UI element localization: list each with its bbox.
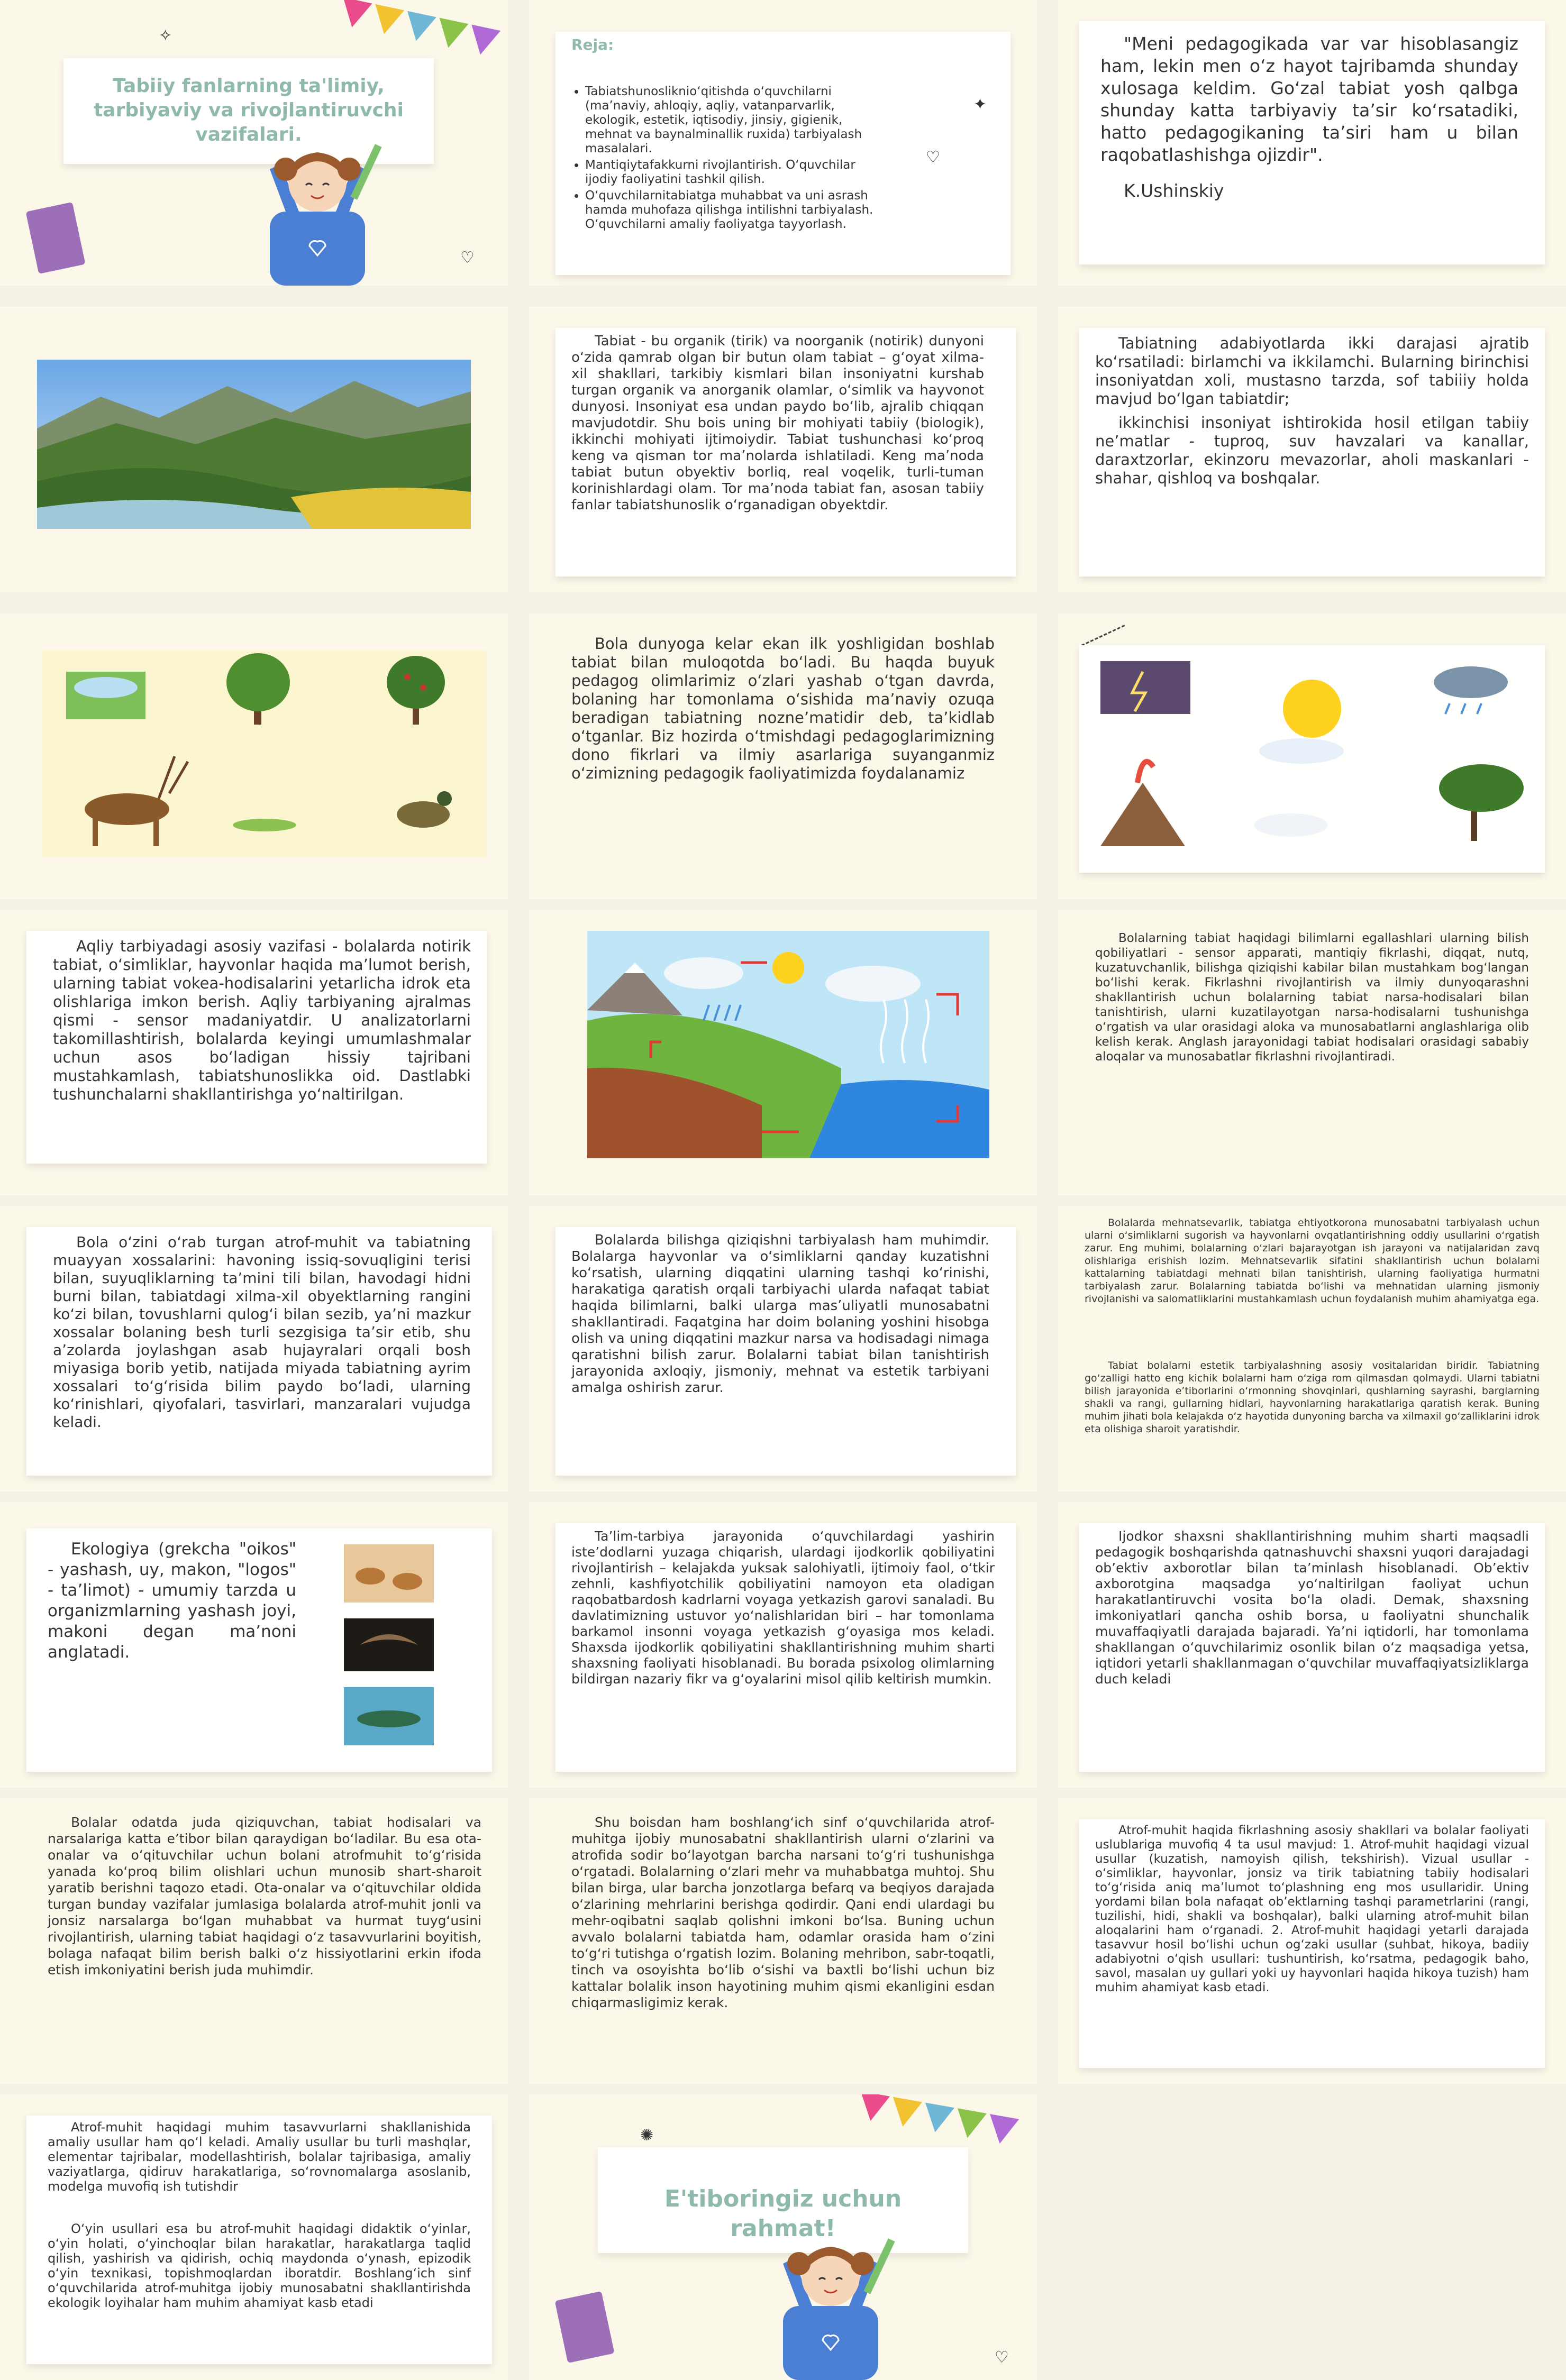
- slide-title: [0, 0, 508, 286]
- dashed-line-decoration: [1081, 625, 1125, 646]
- slide-qiziqish: [529, 1206, 1037, 1491]
- darajalar-card: [1079, 328, 1545, 576]
- mehnat-text-1: Bolalarda mehnatsevarlik, tabiatga ehtiyotkorona munosabatni tarbiyalash uchun ularni o‘simliklarni sugorish va hayvonlarni ovqatlantirishning oddiy usullarini o‘rgatish zarur. Eng muhimi, bolalarning o‘zlari bajarayotgan ish jarayoni va natijalaridan zavq olishlariga erishish lozim. Mehnatsevarlik sifatini shakllantirish uchun bolalarni kattalarning tabiatdagi mehnati bilan tanishtirish, ularning faoliyatiga hurmatni tarbiyalash zarur. Bolalarning tabiatda bo‘lishi va mehnatidan ularning jismoniy rivojlanishi va salomatliklarini mustahkamlash uchun foydalanish muhim ahamiyatga ega.: [1085, 1217, 1540, 1305]
- girl-illustration: [249, 132, 386, 286]
- slide-title-text: Tabiiy fanlarning ta'limiy, tarbiyaviy va rivojlantiruvchi vazifalari.: [94, 75, 404, 145]
- girl-illustration: [762, 2227, 899, 2380]
- ijodkor-card: [1079, 1523, 1545, 1772]
- ekologiya-text: Ekologiya (grekcha "oikos" - yashash, uy, makon, "logos" - ta’limot) - umumiy tarzda u organizmlarning yashash joyi, makoni degan ma’noni anglatadi.: [48, 1540, 296, 1662]
- qiziqish-text: Bolalarda bilishga qiziqishni tarbiyalash ham muhimdir. Bolalarga hayvonlar va o‘simliklarni qanday kuzatishni ko‘rsatish, ularning diqqatini ularning tashqi ko‘rinishi, harakatiga qaratish orqali tarbiyachi ularda nafaqat tabiat haqida bilimlarni, balki ularga mas’uliyatli munosabatni shakllantiradi. Faqatgina har doim bolaning yoshini hisobga olish va uning diqqatini mazkur narsa va hodisadagi nimaga qaratishni bilish zarur. Bolalarni tabiat bilan tanishtirish jarayonida axloqiy, jismoniy, mehnat va estetik tarbiyani amalga oshirish zarur.: [571, 1232, 989, 1396]
- landscape-photo: [37, 360, 471, 529]
- bilish-text: Bolalarning tabiat haqidagi bilimlarni egallashlari ularning bilish qobiliyatlari - sensor apparati, mantiqiy fikrlashi, diqqat, nutq, kuzatuvchanlik, bilishga qiziqishi kabilar bilan mustahkam bog‘langan bo‘lishi kerak. Fikrlashni rivojlantirish va ilmiy dunyoqarashni shakllantirish uchun bolalarning tabiat narsa-hodisalari bilan tanishtirish, ularni kuzatilayotgan narsa-hodisalarni tushunishga o‘rgatish va ular orasidagi aloka va munosabatlarni anglashlariga olib kelish kerak. Anglash jarayonidagi tabiat hodisalari orasidagi sababiy aloqalar va munosabatlar fikrlashni rivojlantiradi.: [1095, 931, 1529, 1064]
- sparkle-icon: ✦: [973, 95, 987, 114]
- quote-author: K.Ushinskiy: [1124, 180, 1224, 201]
- ekologiya-photos: [344, 1544, 434, 1751]
- qiziquvchan-text: Bolalar odatda juda qiziquvchan, tabiat hodisalari va narsalariga katta e’tibor bilan qaraydigan bo‘ladilar. Bu esa ota-onalar va o‘qituvchilar uchun bolani atrofmuhit to‘g‘risida yanada ko‘proq bilim olishlari uchun munosib shart-sharoit yaratib berishni taqozo etadi. Ota-onalar va o‘qituvchilar oldida turgan bunday vazifalar jumlasiga bolalarda atrof-muhit jonli va jonsiz narsalarga bo‘lgan muhabbat va hurmat tuyg‘usini rivojlantirish, ularning tabiat haqidagi o‘z tasavvurlarini boyitish, bolaga nafaqat bilim berish balki o‘z hissiyotlarini erkin ifoda etish imkoniyatini berish juda muhimdir.: [48, 1815, 481, 1978]
- slide-reja: [529, 0, 1037, 286]
- slide-bola-tabiat: [529, 614, 1037, 899]
- book-icon: [555, 2291, 615, 2363]
- ekologiya-card: [26, 1528, 492, 1772]
- ijodkor-text: Ijodkor shaxsni shakllantirishning muhim sharti maqsadli pedagogik boshqarishda qatnashuvchi shaxsni yuqori darajadagi ob’ektiv axborotlar bilan ta’minlash hisoblanadi. Ob’ektiv axborotgina maqsadga yo‘naltirilgan faoliyat uchun harakatlantiruvchi vosita bo‘la oladi. Demak, shaxsning imkoniyatlari qancha oshib borsa, u faoliyatni shunchalik muvaffaqiyatli darajada bajaradi. Ya’ni iqtidorli, har tomonlama shakllangan o‘quvchilarimiz osonlik bilan o‘z maqsadiga yetsa, iqtidori yetarli shakllanmagan o‘quvchilar muvaffaqiyatsizliklarga duch keladi: [1095, 1528, 1529, 1687]
- water-cycle-diagram: [587, 931, 989, 1158]
- nature-illustration-panel: [42, 651, 487, 857]
- heart-icon: ♡: [460, 249, 475, 267]
- bunting-decoration: [856, 2094, 1019, 2146]
- slide-weather: [1058, 614, 1566, 899]
- aqliy-text: Aqliy tarbiyadagi asosiy vazifasi - bolalarda notirik tabiat, o‘simliklar, hayvonlar haqida ma’lumot berish, ularning tabiat vokea-hodisalarini yetarlicha idrok eta olishlariga imkon berish. Aqliy tarbiyaning ajralmas qismi - sensor madaniyatdir. U analizatorlarni takomillashtirish, bolalarda keyingi umumlashmalar uchun asos bo‘ladigan hissiy tajribani mustahkamlash, tabiatshunoslikka oid. Dastlabki tushunchalarni shakllantirishga yo‘naltirilgan.: [53, 937, 471, 1103]
- quote-card: [1079, 21, 1545, 264]
- reja-list: [571, 85, 881, 234]
- darajalar-text-2: ikkinchisi insoniyat ishtirokida hosil etilgan tabiiy ne’matlar - tuproq, suv havzalari va kanallar, daraxtzorlar, ekinzoru mevazorlar, aholi maskanlari - shahar, qishloq va boshqalar.: [1095, 414, 1529, 487]
- sezgi-card: [26, 1227, 492, 1476]
- slide-usullar: [1058, 1798, 1566, 2084]
- reja-item: • O‘quvchilarnitabiatga muhabbat va uni asrash hamda muhofaza qilishga intilishni tarbiyalash. O‘quvchilarni amaliy faoliyatga tayyorlash.: [585, 189, 881, 232]
- tabiat-text: Tabiat - bu organik (tirik) va noorganik (notirik) dunyoni o‘zida qamrab olgan bir butun olam tabiat – g‘oyat xilma-xil shakllari, tarkibiy kismlari bilan insoniyatni kurshab turgan organik va anorganik olamlar, o‘simlik va hayvonot dunyosi. Insoniyat esa undan paydo bo‘lib, ajralib chiqqan mavjudotdir. Shu bois uning bir mohiyati tabiiy (biologik), ikkinchi mohiyati ijtimoiydir. Tabiat tushunchasi ko‘proq keng va qisman tor ma’nolarda ishlatiladi. Keng ma’noda tabiat butun obyektiv borliq, real voqelik, turli-tuman korinishlardagi olam. Tor ma’noda tabiat fan, asosan tabiiy fanlar tabiatshunoslik o‘rganadigan obyektdir.: [571, 333, 984, 513]
- book-icon: [26, 202, 86, 274]
- reja-heading: Reja:: [571, 36, 614, 53]
- slide-amaliy: [0, 2094, 508, 2380]
- usullar-card: [1079, 1819, 1545, 2068]
- usullar-text: Atrof-muhit haqida fikrlashning asosiy shakllari va bolalar faoliyati uslublariga muvofiq 4 ta usul mavjud: 1. Atrof-muhit haqidagi vizual usullar (kuzatish, namoyish qilish, tekshirish). Vizual usullar - o‘simliklar, hayvonlar, jonsiz va tirik tabiatning tabiiy hodisalari to‘g‘risida aniq ma’lumot to‘plashning eng mos usullaridir. Uning yordami bilan bola nafaqat ob’ektlarning tashqi parametrlarini (rangi, tuzilishi, hidi, shakli va boshqalar), balki ularning atrof-muhit bilan aloqalarini ham o‘rganadi. 2. Atrof-muhit haqidagi yetarli darajada tasavvur hosil bo‘lishi uchun og‘zaki usullar (suhbat, hikoya, badiiy adabiyotni o‘qish usullari: tushuntirish, ko‘rsatma, pedagogik baho, savol, masalan uy gullari yoki uy hayvonlari haqida hikoya tuzish) ham muhim ahamiyat kasb etadi.: [1095, 1824, 1529, 1994]
- heart-icon: ♡: [995, 2348, 1009, 2367]
- sparkle-icon: ✧: [159, 26, 172, 45]
- slide-ijodkor: [1058, 1502, 1566, 1788]
- slide-bilish: [1058, 910, 1566, 1195]
- slide-thanks: [529, 2094, 1037, 2380]
- bola-tabiat-text: Bola dunyoga kelar ekan ilk yoshligidan boshlab tabiat bilan muloqotda bo‘ladi. Bu haqda buyuk pedagog olimlarimiz o‘zlari yashab o‘tgan davrda, bolaning har tomonlama o‘sishida ma’naviy ozuqa beradigan tabiatning nozne’matidir deb, ta’kidlab o‘tganlar. Biz hozirda o‘tmishdagi pedagoglarimizning dono fikrlari va ilmiy asarlariga suyanganmiz o‘zimizning pedagogik faoliyatimizda foydalanamiz: [571, 635, 995, 782]
- iste-dod-text: Ta’lim-tarbiya jarayonida o‘quvchilardagi yashirin iste’dodlarni yuzaga chiqarish, ulardagi ijodkorlik qobiliyatini rivojlantirish – kelajakda yuksak salohiyatli, ijtimoiy faol, o‘tkir zehnli, kashfiyotchilik qobiliyatini namoyon eta oladigan raqobatbardosh kadrlarni voyaga yetkazish garovi sanaladi. Bu davlatimizning ustuvor yo‘nalishlaridan biri – har tomonlama barkamol insonni voyaga yetkazish g‘oyasiga mos keladi. Shaxsda ijodkorlik qobiliyatini shakllantirishning muhim sharti shaxsning faoliyati hisoblanadi. Bu borada psixolog olimlarning bildirgan nazariy fikr va g‘oyalarini misol qilib keltirish mumkin.: [571, 1528, 995, 1687]
- slide-darajalar: [1058, 307, 1566, 592]
- qiziqish-card: [556, 1227, 1016, 1476]
- amaliy-text-2: O‘yin usullari esa bu atrof-muhit haqidagi didaktik o‘yinlar, o‘yin holati, o‘yinchoqlar bilan harakatlar, harakatlarga taqlid qilish, yashirish va qidirish, ochiq maydonda o‘ynash, epizodik o‘yin texnikasi, topishmoqlardan iboratdir. Boshlang‘ich sinf o‘quvchilarida atrof-muhitga ijobiy munosabatni shakllantirishda ekologik loyihalar ham muhim ahamiyat kasb etadi: [48, 2221, 471, 2310]
- mehnat-text-2: Tabiat bolalarni estetik tarbiyalashning asosiy vositalaridan biridir. Tabiatning go‘zalligi hatto eng kichik bolalarni ham o‘ziga rom qilmasdan qolmaydi. Ularni tabiatni bilish jarayonida e’tiborlarini o‘rmonning shovqinlari, qushlarning sayrashi, barglarning shakli va rangi, gullarning hidlari, hayvonlarning harakatlariga qaratish kerak. Buning muhim jihati bola kelajakda o‘z hayotida dunyoning barcha va xilmaxil go‘zalliklarini idrok eta olishiga sharoit yaratishdir.: [1085, 1360, 1540, 1435]
- reja-item: • Mantiqiytafakkurni rivojlantirish. O‘quvchilar ijodiy faoliyatini tashkil qilish.: [585, 158, 881, 187]
- slide-nature-illustrations: [0, 614, 508, 899]
- munosabat-text: Shu boisdan ham boshlang‘ich sinf o‘quvchilarida atrof-muhitga ijobiy munosabatni shakllantirish ularni o‘zlarini va atrofida sodir bo‘layotgan barcha narsani to‘g‘ri tushunishga o‘rgatadi. Bolalarning o‘zlari mehr va muhabbatga muhtoj. Shu bilan birga, ular barcha jonzotlarga befarq va beqiyos darajada o‘zlarining mehrlarini berishga qodirdir. Qani endi ulardagi bu mehr-oqibatni saqlab qolishni imkoni bo‘lsa. Buning uchun avvalo bolalarni tabiatda ham, odamlar orasida ham o‘zini to‘g‘ri tutishga o‘rgatish lozim. Bolaning mehribon, sabr-toqatli, tinch va osoyishta bo‘lib o‘sishi va baxtli bo‘lishi uchun biz kattalar bolalik inson hayotining muhim qismi ekanligini esdan chiqarmasligimiz kerak.: [571, 1815, 995, 2010]
- darajalar-text-1: Tabiatning adabiyotlarda ikki darajasi ajratib ko‘rsatiladi: birlamchi va ikkilamchi. Bularning birinchisi insoniyatdan xoli, mustasno tarzda, sof tabiiiy holda mavjud bo‘lgan tabiatdir;: [1095, 334, 1529, 408]
- slide-iste-dod: [529, 1502, 1037, 1788]
- slide-tabiat: [529, 307, 1037, 592]
- sezgi-text: Bola o‘zini o‘rab turgan atrof-muhit va tabiatning muayyan xossalarini: havoning issiq-sovuqligini terisi bilan, suyuqliklarning ta’mini tili bilan, havodagi hidni burni bilan, tabiatdagi xilma-xil obyektlarning rangini ko‘zi bilan, tovushlarni qulog‘i bilan sezib, ya’ni mazkur xossalar bolaning besh turli sezgisiga ta’sir etib, shu a’zolarda joylashgan asab hujayralari orqali bosh miyasiga borib yetib, natijada miyada tabiatning ayrim xossalari to‘g‘risida bilim paydo bo‘ladi, ularning ko‘rinishlari, qiyofalari, tasvirlari, manzaralari vujudga keladi.: [53, 1233, 471, 1431]
- bunting-decoration: [338, 0, 500, 58]
- thanks-title: E'tiboringiz uchun rahmat!: [664, 2185, 902, 2242]
- aqliy-card: [26, 931, 487, 1164]
- heart-icon: ♡: [926, 148, 940, 167]
- tabiat-card: [556, 328, 1016, 576]
- reja-item: • Tabiatshunosliknio‘qitishda o‘quvchilarni (ma’naviy, ahloqiy, aqliy, vatanparvarlik, ekologik, estetik, iqtisodiy, jinsiy, gigienik, mehnat va baynalminallik ruxida) tarbiyalash masalalari.: [585, 85, 881, 156]
- slide-mehnat: [1058, 1206, 1566, 1491]
- iste-dod-card: [556, 1523, 1016, 1772]
- slide-aqliy: [0, 910, 508, 1195]
- slide-qiziquvchan: [0, 1798, 508, 2084]
- reja-card: [556, 32, 1010, 275]
- weather-icons: [1079, 645, 1545, 873]
- slide-water-cycle: [529, 910, 1037, 1195]
- slide-sezgi: [0, 1206, 508, 1491]
- slide-munosabat: [529, 1798, 1037, 2084]
- slide-quote: [1058, 0, 1566, 286]
- quote-text: "Meni pedagogikada var var hisoblasangiz ham, lekin men o‘z hayot tajribamda shunday xulosaga keldim. Go‘zal tabiat yosh qalbga shunday katta tarbiyaviy ta’sir ko‘rsatadiki, hatto pedagogikaning ta’siri ham u bilan raqobatlashishga ojizdir".: [1100, 33, 1518, 165]
- lightbulb-icon: ✺: [640, 2126, 654, 2145]
- slide-landscape: [0, 307, 508, 592]
- amaliy-card: [26, 2116, 492, 2364]
- amaliy-text-1: Atrof-muhit haqidagi muhim tasavvurlarni shakllanishida amaliy usullar ham qo‘l keladi. Amaliy usullar bu turli mashqlar, elementar tajribalar, modellashtirish, bolalar tajribasiga, amaliy vaziyatlarga, qidiruv harakatlariga, so‘rovnomalarga asoslanib, modelga muvofiq ish tutishdir: [48, 2120, 471, 2194]
- slide-ekologiya: [0, 1502, 508, 1788]
- weather-card: [1079, 645, 1545, 873]
